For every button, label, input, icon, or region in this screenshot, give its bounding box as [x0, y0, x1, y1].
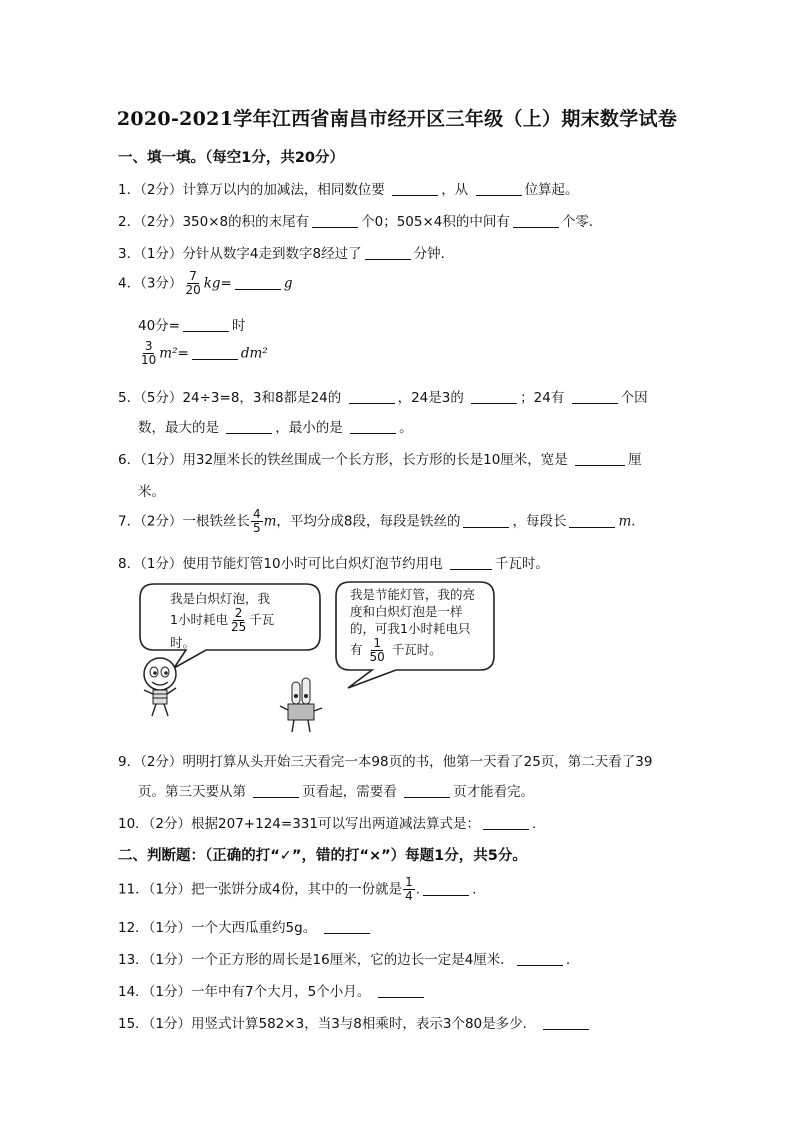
page-title: 2020-2021学年江西省南昌市经开区三年级（上）期末数学试卷	[116, 108, 678, 130]
question-number: 15．（1分）	[118, 1016, 192, 1032]
question-text: 用32厘米长的铁丝围成一个长方形，长方形的长是10厘米，宽是	[182, 452, 568, 468]
question-11	[118, 876, 476, 903]
answer-blank[interactable]	[476, 181, 522, 196]
question-text: .	[531, 816, 537, 832]
question-number: 8．（1分）	[118, 556, 183, 572]
answer-blank[interactable]	[324, 919, 370, 934]
answer-blank[interactable]	[404, 783, 450, 798]
question-text: ；24有	[520, 390, 565, 406]
question-text: 个零．	[561, 214, 603, 230]
question-number: 6．（1分）	[118, 452, 183, 468]
question-text: 个因	[620, 390, 648, 406]
question-text: .	[565, 952, 571, 968]
fraction: $\frac{1}{50}$	[369, 636, 385, 664]
question-text: 位算起。	[524, 182, 579, 198]
answer-blank[interactable]	[471, 389, 517, 404]
question-number: 13．（1分）	[118, 952, 192, 968]
question-text: 根据207+124=331可以写出两道减法算式是：	[191, 816, 480, 832]
question-14	[118, 980, 427, 1000]
question-text: ，24是3的	[397, 390, 464, 406]
question-1	[118, 178, 579, 198]
question-text: 用竖式计算582×3，当3与8相乘时，表示3个80是多少．	[191, 1016, 537, 1032]
question-3	[118, 242, 454, 262]
question-text: 页看起，需要看	[302, 784, 397, 800]
fraction: $\frac{1}{4}$	[405, 875, 413, 903]
question-text: 一个大西瓜重约5g。	[191, 920, 317, 936]
answer-blank[interactable]	[392, 181, 438, 196]
question-text: .	[415, 881, 421, 898]
question-9	[118, 750, 652, 770]
answer-blank[interactable]	[517, 951, 563, 966]
question-text: ，平均分成8段，每段是铁丝的	[276, 513, 461, 530]
question-text: 分钟．	[413, 246, 455, 262]
question-text: ，每段长	[512, 513, 567, 530]
question-5	[118, 386, 648, 406]
question-number: 2．（2分）	[118, 214, 183, 230]
answer-blank[interactable]	[253, 783, 299, 798]
question-text: 把一张饼分成4份，其中的一份就是	[191, 881, 403, 898]
fraction: $\frac{7}{20}$	[185, 269, 201, 297]
question-text: ，从	[441, 182, 469, 198]
question-number: 14．（1分）	[118, 984, 192, 1000]
answer-blank[interactable]	[450, 555, 492, 570]
question-number: 1．（2分）	[118, 182, 183, 198]
answer-blank[interactable]	[483, 815, 529, 830]
question-number: 11．（1分）	[118, 881, 192, 898]
question-text: 数，最大的是	[138, 420, 219, 436]
answer-blank[interactable]	[365, 245, 411, 260]
question-text: 计算万以内的加减法，相同数位要	[182, 182, 385, 198]
unit: m²	[159, 345, 178, 362]
question-text: 明明打算从头开始三天看完一本98页的书，他第一天看了25页，第二天看了39	[182, 754, 653, 770]
question-7	[118, 508, 636, 535]
question-text: 页才能看完。	[453, 784, 535, 800]
question-8	[118, 552, 549, 572]
question-number: 3．（1分）	[118, 246, 183, 262]
answer-blank[interactable]	[312, 213, 358, 228]
bubble-right-text: 我是节能灯管，我的亮 度和白炽灯泡是一样 的，可我1小时耗电只 有 $\frac{1}{50}$ 千瓦时。	[350, 587, 476, 664]
fraction: $\frac{2}{25}$	[230, 606, 247, 634]
answer-blank[interactable]	[378, 983, 424, 998]
question-2	[118, 210, 602, 230]
question-text: 一年中有7个大月，5个小月。	[191, 984, 371, 1000]
question-number: 12．（1分）	[118, 920, 192, 936]
question-number: 7．（2分）	[118, 513, 183, 530]
unit: m	[263, 513, 277, 530]
bubble-left-text: 我是白炽灯泡，我 1小时耗电 $\frac{2}{25}$ 千瓦 时。	[170, 591, 275, 650]
unit: g	[283, 275, 293, 292]
question-text: 一个正方形的周长是16厘米，它的边长一定是4厘米．	[191, 952, 514, 968]
question-number: 9．（2分）	[118, 754, 183, 770]
answer-blank[interactable]	[463, 513, 509, 528]
question-5-line-2	[138, 416, 413, 436]
answer-blank[interactable]	[423, 881, 469, 896]
question-text: 个0；505×4积的中间有	[361, 214, 510, 230]
question-number: 5．（5分）	[118, 390, 183, 406]
question-6	[118, 448, 642, 468]
answer-blank[interactable]	[349, 389, 395, 404]
fraction: $\frac{4}{5}$	[252, 507, 261, 535]
question-text: .	[472, 881, 477, 898]
question-text: 40分=	[138, 318, 180, 334]
answer-blank[interactable]	[575, 451, 625, 466]
question-4	[118, 270, 293, 297]
question-number: 4．（3分）	[118, 275, 183, 292]
answer-blank[interactable]	[513, 213, 559, 228]
question-9-line-2	[138, 780, 534, 800]
unit: dm²	[240, 345, 268, 362]
question-13	[118, 948, 570, 968]
question-text: 页。第三天要从第	[138, 784, 246, 800]
section-heading-fill-in: 一、填一填。（每空1分，共20分）	[118, 150, 345, 166]
question-text: 24÷3=8，3和8都是24的	[182, 390, 342, 406]
question-text: 分针从数字4走到数字8经过了	[182, 246, 362, 262]
answer-blank[interactable]	[183, 317, 229, 332]
question-text: 厘	[628, 452, 642, 468]
answer-blank[interactable]	[572, 389, 618, 404]
question-15	[118, 1012, 592, 1032]
question-text: ，最小的是	[275, 420, 343, 436]
question-12	[118, 916, 373, 936]
section-heading-true-false: 二、判断题：（正确的打“✓”，错的打“×”）每题1分，共5分。	[118, 848, 527, 864]
answer-blank[interactable]	[350, 419, 396, 434]
unit: m.	[618, 513, 636, 530]
illustration-bulb-vs-tube	[134, 578, 496, 738]
equals-sign: =	[177, 345, 189, 362]
question-6-line-2: 米。	[138, 484, 165, 500]
question-text: 使用节能灯管10小时可比白炽灯泡节约用电	[182, 556, 443, 572]
question-text: 350×8的积的末尾有	[182, 214, 310, 230]
question-text: 。	[399, 420, 413, 436]
question-4-line-2	[138, 314, 246, 334]
question-text: 千瓦时。	[494, 556, 549, 572]
question-number: 10．（2分）	[118, 816, 192, 832]
question-4-line-3	[138, 340, 268, 367]
question-text: 一根铁丝长	[182, 513, 250, 530]
answer-blank[interactable]	[192, 345, 238, 360]
answer-blank[interactable]	[235, 275, 281, 290]
unit: kg	[203, 275, 221, 292]
answer-blank[interactable]	[226, 419, 272, 434]
question-10	[118, 812, 536, 832]
answer-blank[interactable]	[569, 513, 615, 528]
question-text: 时	[232, 318, 246, 334]
fraction: $\frac{3}{10}$	[141, 339, 157, 367]
answer-blank[interactable]	[543, 1015, 589, 1030]
equals-sign: =	[220, 275, 232, 292]
